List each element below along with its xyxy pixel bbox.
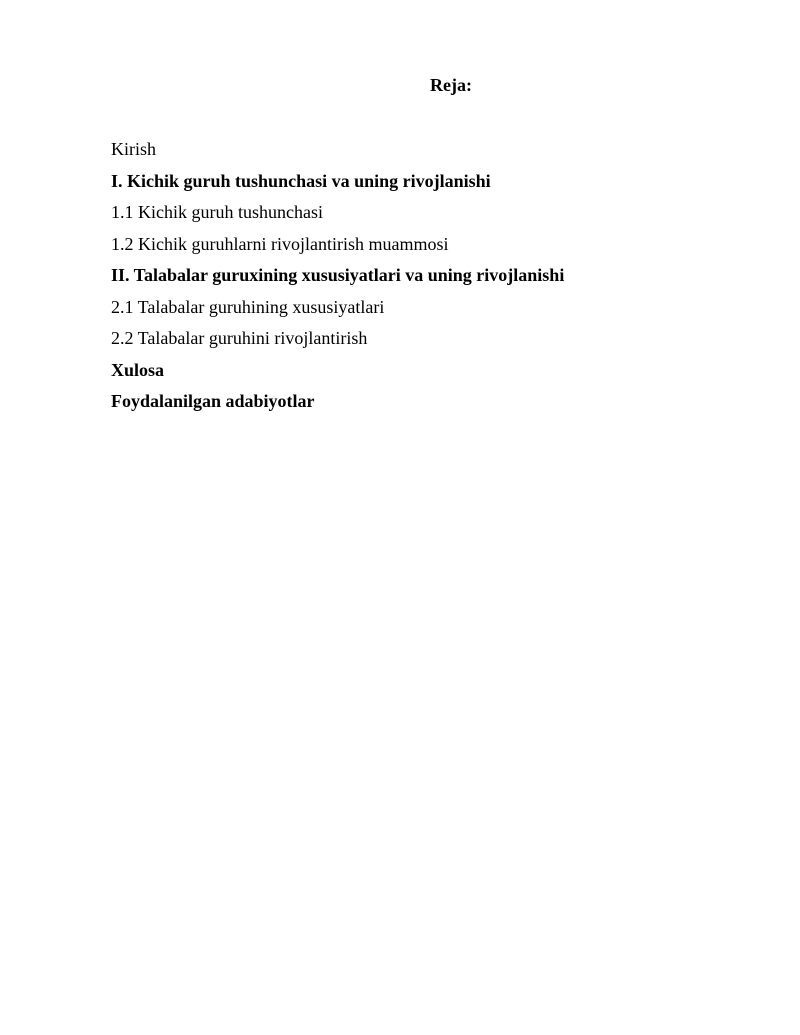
toc-item-conclusion: Xulosa <box>111 359 165 380</box>
toc-item-chapter-2: II. Talabalar guruxining xususiyatlari va uning rivojlanishi <box>111 265 565 285</box>
toc-item-introduction: Kirish <box>111 139 156 159</box>
toc-item-section-1-1: 1.1 Kichik guruh tushunchasi <box>111 202 323 222</box>
document-title: Reja: <box>430 75 472 95</box>
toc-item-section-2-1: 2.1 Talabalar guruhining xususiyatlari <box>111 296 385 317</box>
toc-item-section-2-2: 2.2 Talabalar guruhini rivojlantirish <box>111 328 368 348</box>
toc-item-section-1-2: 1.2 Kichik guruhlarni rivojlantirish muammosi <box>111 233 449 254</box>
toc-item-references: Foydalanilgan adabiyotlar <box>111 391 315 411</box>
table-of-contents <box>111 137 564 421</box>
toc-item-chapter-1: I. Kichik guruh tushunchasi va uning rivojlanishi <box>111 170 491 191</box>
